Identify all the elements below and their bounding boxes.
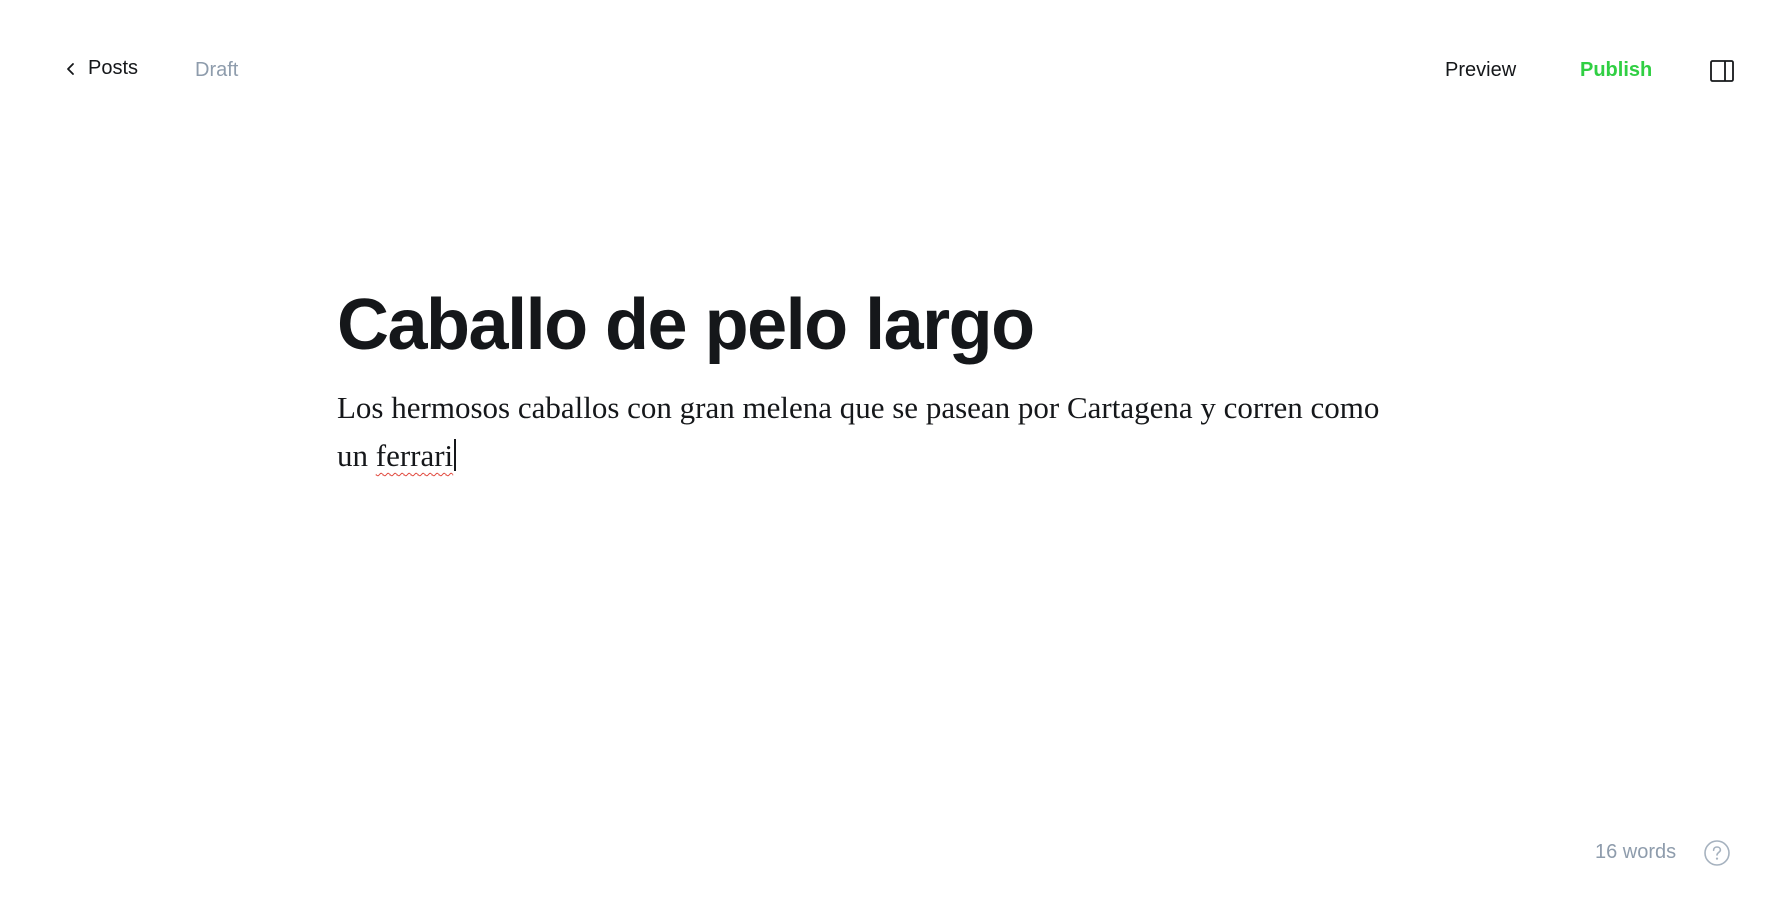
post-editor: [337, 280, 1387, 480]
help-circle-icon: [1703, 839, 1731, 867]
post-body-editor[interactable]: [337, 384, 1387, 480]
back-link-label: Posts: [88, 57, 139, 79]
sidebar-toggle-icon: [1710, 60, 1734, 82]
post-title-input[interactable]: Caballo de pelo largo: [337, 285, 1034, 365]
text-caret: [454, 439, 456, 471]
chevron-left-icon: [64, 62, 78, 76]
publish-button[interactable]: Publish: [1580, 59, 1653, 81]
misspelled-word: ferrari: [375, 438, 454, 473]
help-button[interactable]: [1703, 839, 1731, 867]
word-count: 16 words: [1595, 841, 1677, 863]
post-body-text: Los hermosos caballos con gran melena que se pasean por Cartagena y corren como un: [337, 390, 1380, 473]
preview-button[interactable]: Preview: [1445, 59, 1517, 81]
back-to-posts-link[interactable]: [64, 57, 138, 80]
post-status-label: Draft: [195, 59, 239, 81]
editor-footer: [0, 808, 1779, 908]
editor-header: [0, 0, 1779, 142]
sidebar-toggle-button[interactable]: [1710, 60, 1734, 82]
